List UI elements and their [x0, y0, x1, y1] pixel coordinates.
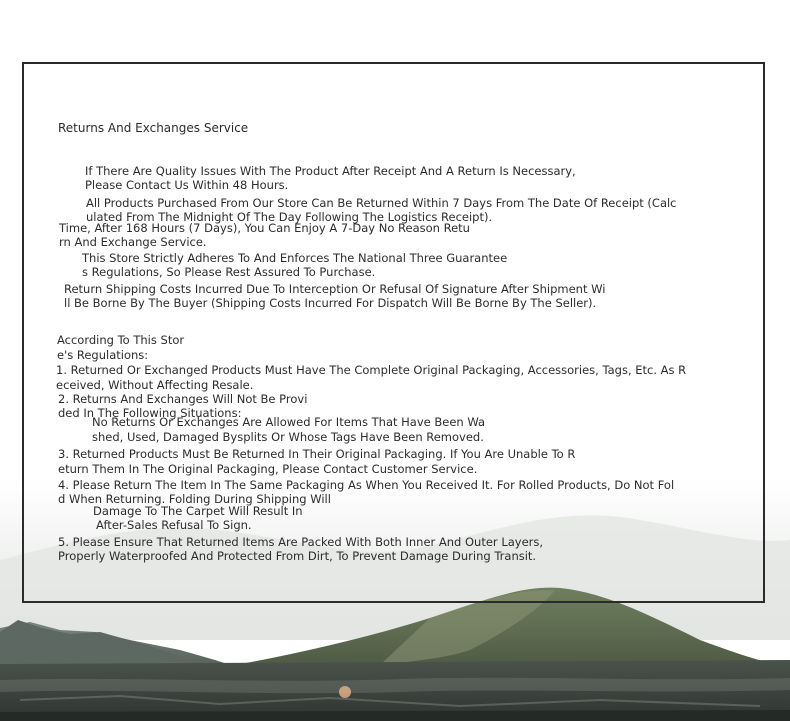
text-line: Please Contact Us Within 48 Hours. [85, 178, 289, 192]
text-line: ll Be Borne By The Buyer (Shipping Costs Incurred For Dispatch Will Be Borne By The Seller). [64, 296, 597, 310]
text-line: This Store Strictly Adheres To And Enforces The National Three Guarantee [82, 251, 508, 265]
text-line: Properly Waterproofed And Protected From Dirt, To Prevent Damage During Transit. [58, 549, 537, 563]
text-line: If There Are Quality Issues With The Product After Receipt And A Return Is Necessary, [85, 164, 576, 178]
text-line: No Returns Or Exchanges Are Allowed For Items That Have Been Wa [92, 415, 486, 429]
text-line: Return Shipping Costs Incurred Due To Interception Or Refusal Of Signature After Shipment Wi [64, 282, 606, 296]
text-line: d When Returning. Folding During Shipping Will [58, 492, 331, 506]
text-line: eturn Them In The Original Packaging, Please Contact Customer Service. [58, 462, 478, 476]
text-line: All Products Purchased From Our Store Can Be Returned Within 7 Days From The Date Of Receipt (Calc [86, 196, 677, 210]
text-line: shed, Used, Damaged Bysplits Or Whose Tags Have Been Removed. [92, 430, 484, 444]
text-line: s Regulations, So Please Rest Assured To Purchase. [82, 265, 376, 279]
text-line: 2. Returns And Exchanges Will Not Be Provi [58, 392, 308, 406]
text-line: ded In The Following Situations: [58, 406, 242, 420]
text-line: e's Regulations: [57, 348, 149, 362]
text-line: 1. Returned Or Exchanged Products Must Have The Complete Original Packaging, Accessories, Tags, Etc. As R [56, 363, 687, 377]
section-title: Returns And Exchanges Service [58, 121, 249, 135]
text-line: 5. Please Ensure That Returned Items Are Packed With Both Inner And Outer Layers, [58, 535, 544, 549]
text-line: eceived, Without Affecting Resale. [56, 378, 254, 392]
text-line: ulated From The Midnight Of The Day Following The Logistics Receipt). [86, 210, 493, 224]
text-line: Damage To The Carpet Will Result In [93, 504, 303, 518]
text-line: 3. Returned Products Must Be Returned In Their Original Packaging. If You Are Unable To R [58, 447, 576, 461]
text-line: 4. Please Return The Item In The Same Packaging As When You Received It. For Rolled Products, Do Not Fol [58, 478, 675, 492]
text-line: rn And Exchange Service. [59, 235, 207, 249]
text-line: After-Sales Refusal To Sign. [96, 518, 252, 532]
text-line: According To This Stor [57, 333, 185, 347]
text-line: Time, After 168 Hours (7 Days), You Can Enjoy A 7-Day No Reason Retu [59, 221, 470, 235]
